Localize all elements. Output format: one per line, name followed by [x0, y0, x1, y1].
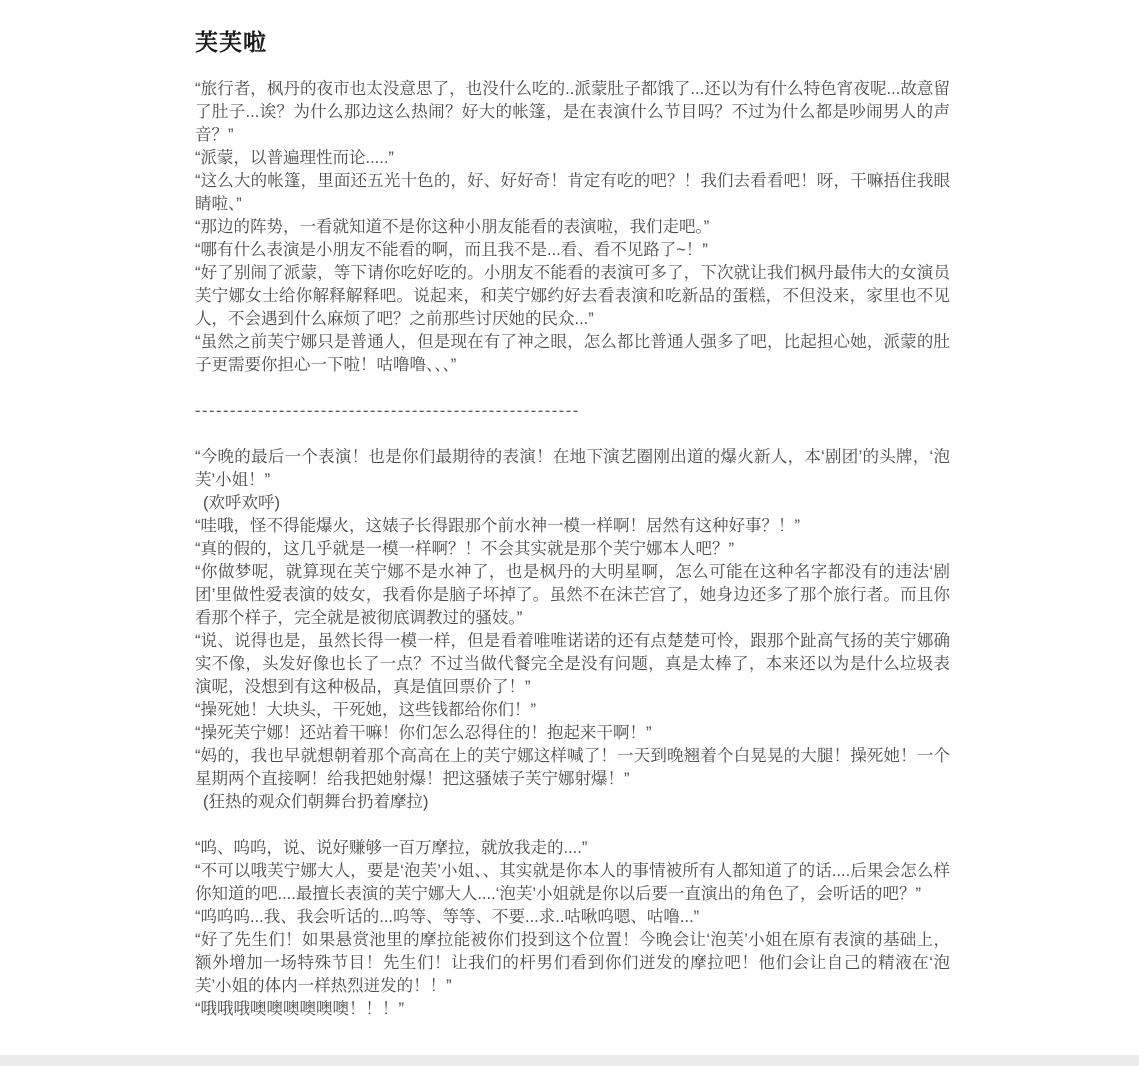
divider-line: -------------------------------------------------------	[195, 402, 580, 420]
paragraph: “操死芙宁娜！还站着干嘛！你们怎么忍得住的！抱起来干啊！”	[195, 724, 652, 742]
stage-direction: (欢呼欢呼)	[203, 494, 280, 512]
page-title: 芙芙啦	[195, 29, 267, 55]
paragraph: “好了先生们！如果悬赏池里的摩拉能被你们投到这个位置！今晚会让‘泡芙’小姐在原有表演的基础上，额外增加一场特殊节目！先生们！让我们的杆男们看到你们迸发的摩拉吧！他们会让自己的精液在‘泡芙’小姐的体内一样热烈迸发的！！”	[195, 931, 950, 995]
paragraph: “虽然之前芙宁娜只是普通人，但是现在有了神之眼，怎么都比普通人强多了吧，比起担心她，派蒙的肚子更需要你担心一下啦！咕噜噜、、、”	[195, 333, 950, 374]
paragraph: “哇哦，怪不得能爆火，这婊子长得跟那个前水神一模一样啊！居然有这种好事？！”	[195, 517, 800, 535]
paragraph-list	[195, 78, 950, 1021]
paragraph: “不可以哦芙宁娜大人，要是‘泡芙’小姐、、其实就是你本人的事情被所有人都知道了的话....后果会怎么样你知道的吧....最擅长表演的芙宁娜大人....‘泡芙’小姐就是你以后要一直演出的角色了，会听话的吧？”	[195, 862, 950, 903]
paragraph: “那边的阵势，一看就知道不是你这种小朋友能看的表演啦，我们走吧。”	[195, 218, 710, 236]
paragraph: “说、说得也是，虽然长得一模一样，但是看着唯唯诺诺的还有点楚楚可怜，跟那个趾高气扬的芙宁娜确实不像，头发好像也长了一点？不过当做代餐完全是没有问题，真是太棒了，本来还以为是什么垃圾表演呢，没想到有这种极品，真是值回票价了！”	[195, 632, 950, 696]
paragraph: “哪有什么表演是小朋友不能看的啊，而且我不是...看、看不见路了~！”	[195, 241, 708, 259]
paragraph: “旅行者，枫丹的夜市也太没意思了，也没什么吃的..派蒙肚子都饿了...还以为有什么特色宵夜呢...故意留了肚子...诶？为什么那边这么热闹？好大的帐篷，是在表演什么节目吗？不过为什么都是吵闹男人的声音？”	[195, 80, 950, 144]
paragraph: “真的假的，这几乎就是一模一样啊？！不会其实就是那个芙宁娜本人吧？”	[195, 540, 734, 558]
paragraph: “你做梦呢，就算现在芙宁娜不是水神了，也是枫丹的大明星啊，怎么可能在这种名字都没有的违法‘剧团’里做性爱表演的妓女，我看你是脑子坏掉了。虽然不在沫芒宫了，她身边还多了那个旅行者。而且你看那个样子，完全就是被彻底调教过的骚妓。”	[195, 563, 950, 627]
paragraph: “呜呜呜...我、我会听话的...呜等、等等、不要...求..咕啾呜嗯、咕噜...”	[195, 908, 700, 926]
paragraph: “妈的，我也早就想朝着那个高高在上的芙宁娜这样喊了！一天到晚翘着个白晃晃的大腿！操死她！一个星期两个直接啊！给我把她射爆！把这骚婊子芙宁娜射爆！”	[195, 747, 950, 788]
paragraph: “这么大的帐篷，里面还五光十色的，好、好好奇！肯定有吃的吧？！我们去看看吧！呀，干嘛捂住我眼睛啦、”	[195, 172, 950, 213]
blank-line	[195, 377, 950, 400]
page-bottom-edge	[0, 1055, 1139, 1066]
paragraph: “操死她！大块头，干死她，这些钱都给你们！”	[195, 701, 536, 719]
paragraph: “好了别闹了派蒙，等下请你吃好吃的。小朋友不能看的表演可多了，下次就让我们枫丹最伟大的女演员芙宁娜女士给你解释解释吧。说起来，和芙宁娜约好去看表演和吃新品的蛋糕，不但没来，家里也不见人，不会遇到什么麻烦了吧？之前那些讨厌她的民众...”	[195, 264, 950, 328]
document-content	[195, 27, 950, 1021]
paragraph: “哦哦哦噢噢噢噢噢噢！！！”	[195, 1000, 404, 1018]
paragraph: “派蒙，以普遍理性而论.....”	[195, 149, 394, 167]
blank-line	[195, 814, 950, 837]
stage-direction: (狂热的观众们朝舞台扔着摩拉)	[203, 793, 429, 811]
blank-line	[195, 423, 950, 446]
paragraph: “今晚的最后一个表演！也是你们最期待的表演！在地下演艺圈刚出道的爆火新人，本‘剧团’的头牌，‘泡芙’小姐！”	[195, 448, 950, 489]
paragraph: “呜、呜呜，说、说好赚够一百万摩拉，就放我走的....”	[195, 839, 588, 857]
